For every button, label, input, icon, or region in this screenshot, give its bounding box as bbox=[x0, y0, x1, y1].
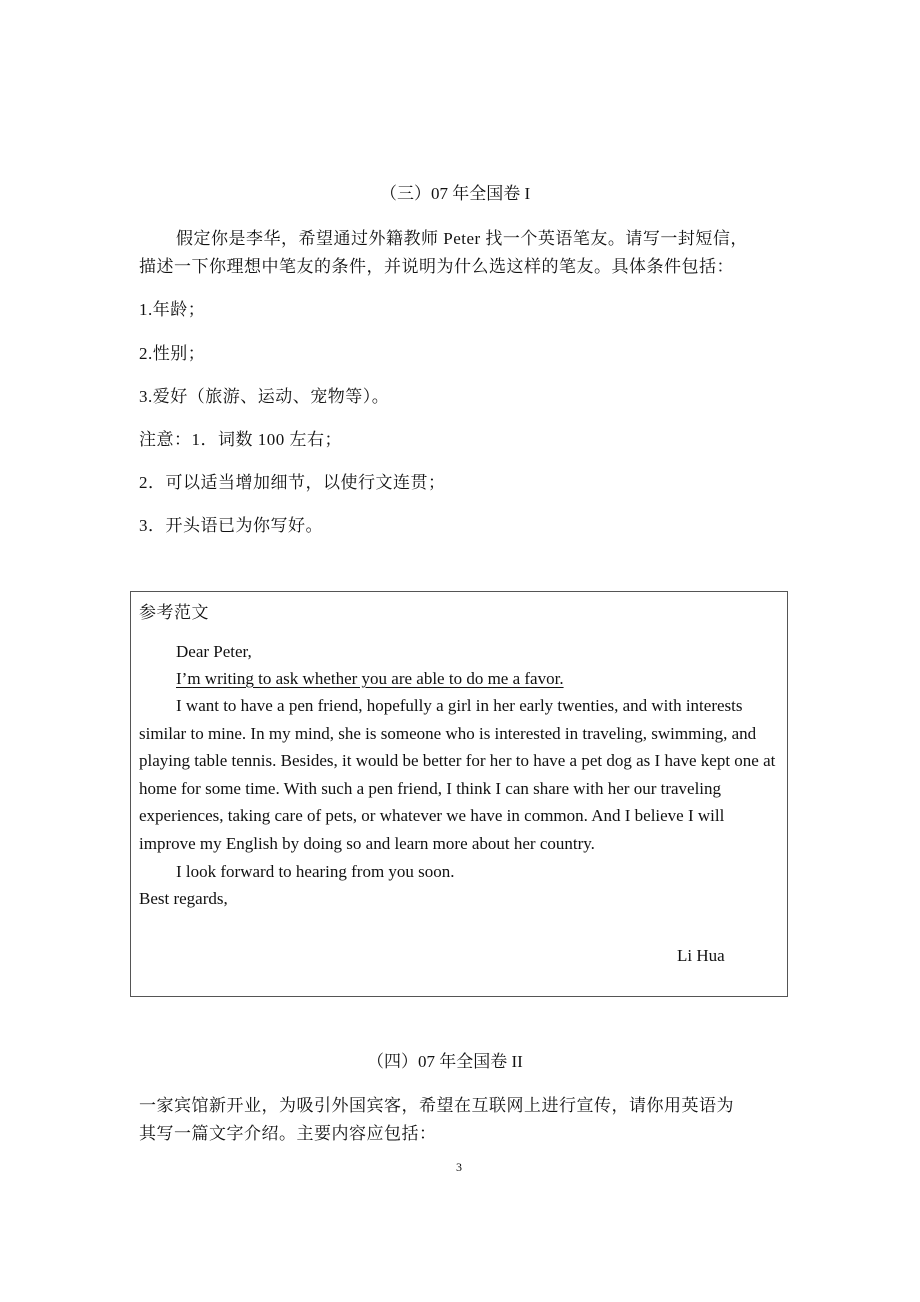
section-3-prompt-line-1: 假定你是李华，希望通过外籍教师 Peter 找一个英语笔友。请写一封短信， bbox=[176, 229, 748, 248]
section-3-heading: （三）07 年全国卷 I bbox=[380, 184, 531, 203]
section-3-prompt-line-2: 描述一下你理想中笔友的条件，并说明为什么选这样的笔友。具体条件包括： bbox=[139, 257, 734, 276]
note-item: 2．可以适当增加细节，以使行文连贯； bbox=[139, 473, 446, 492]
section-4-heading: （四）07 年全国卷 II bbox=[367, 1052, 523, 1071]
condition-item: 1.年龄； bbox=[139, 300, 206, 319]
section-4-prompt-line-1: 一家宾馆新开业，为吸引外国宾客，希望在互联网上进行宣传，请你用英语为 bbox=[139, 1096, 734, 1115]
condition-item: 2.性别； bbox=[139, 344, 206, 363]
letter-closing-line: I look forward to hearing from you soon. bbox=[176, 861, 455, 881]
letter-salutation: Dear Peter, bbox=[176, 642, 252, 661]
letter-signoff: Best regards, bbox=[139, 889, 228, 909]
condition-item: 3.爱好（旅游、运动、宠物等）。 bbox=[139, 387, 390, 406]
letter-signature: Li Hua bbox=[677, 946, 725, 965]
section-4-prompt-line-2: 其写一篇文字介绍。主要内容应包括： bbox=[139, 1124, 437, 1143]
page-number: 3 bbox=[456, 1160, 462, 1174]
note-item: 3．开头语已为你写好。 bbox=[139, 516, 323, 535]
note-item: 注意：1．词数 100 左右； bbox=[139, 430, 342, 449]
reference-label: 参考范文 bbox=[139, 603, 209, 622]
letter-body bbox=[139, 692, 779, 913]
letter-opening-line: I’m writing to ask whether you are able to do me a favor. bbox=[176, 669, 564, 688]
letter-body-paragraph: I want to have a pen friend, hopefully a girl in her early twenties, and with interests similar to mine. In my mind, she is someone who is interested in traveling, swimming, and playing table tennis. Besides, it would be better for her to have a pet dog as I have kept one at home for some time. With such a pen friend, I think I can share with her our traveling experiences, taking care of pets, or whatever we have in common. And I believe I will improve my English by doing so and learn more about her country. bbox=[139, 696, 776, 853]
